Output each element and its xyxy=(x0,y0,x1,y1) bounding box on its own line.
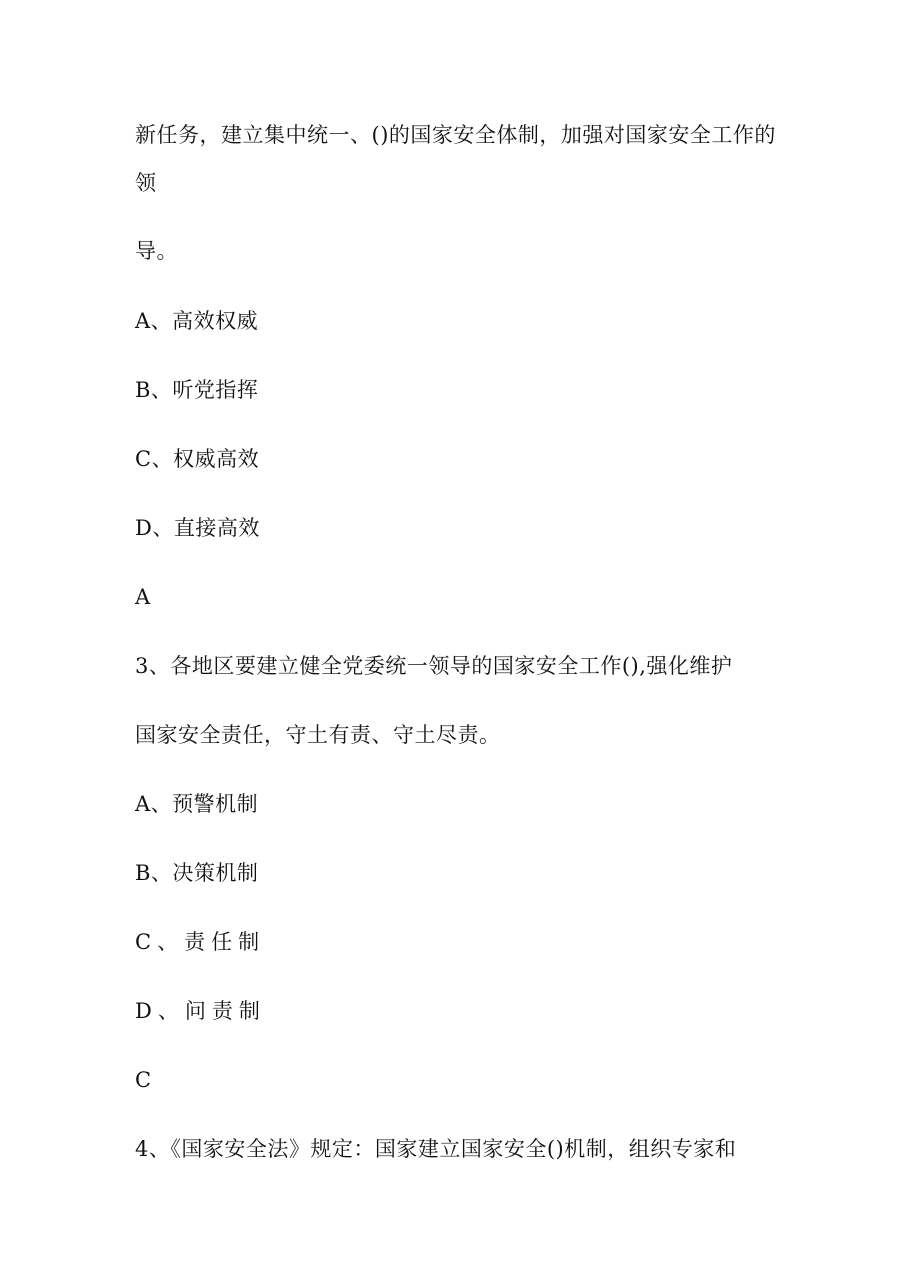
question-2-option-a: A、高效权威 xyxy=(135,309,259,333)
question-2-stem-line-1: 新任务，建立集中统一、()的国家安全体制，加强对国家安全工作的 xyxy=(135,123,776,147)
question-2-option-c: C、权威高效 xyxy=(135,447,260,471)
question-3-option-c: C、责任制 xyxy=(135,930,266,954)
question-2-option-b: B、听党指挥 xyxy=(135,378,259,402)
question-2-stem-line-2: 领 xyxy=(135,171,157,195)
question-2-option-d: D、直接高效 xyxy=(135,516,260,540)
question-3-option-b: B、决策机制 xyxy=(135,861,259,885)
question-2-stem-line-3: 导。 xyxy=(135,239,178,263)
question-4-stem-line-1: 4、《国家安全法》规定：国家建立国家安全()机制，组织专家和 xyxy=(135,1137,737,1161)
question-2-answer: A xyxy=(135,585,151,609)
question-3-answer: C xyxy=(135,1068,152,1092)
question-3-stem-line-1: 3、各地区要建立健全党委统一领导的国家安全工作(),强化维护 xyxy=(135,654,733,678)
question-3-stem-line-2: 国家安全责任，守土有责、守土尽责。 xyxy=(135,723,501,747)
question-3-option-a: A、预警机制 xyxy=(135,792,259,816)
question-3-option-d: D、问责制 xyxy=(135,999,266,1023)
